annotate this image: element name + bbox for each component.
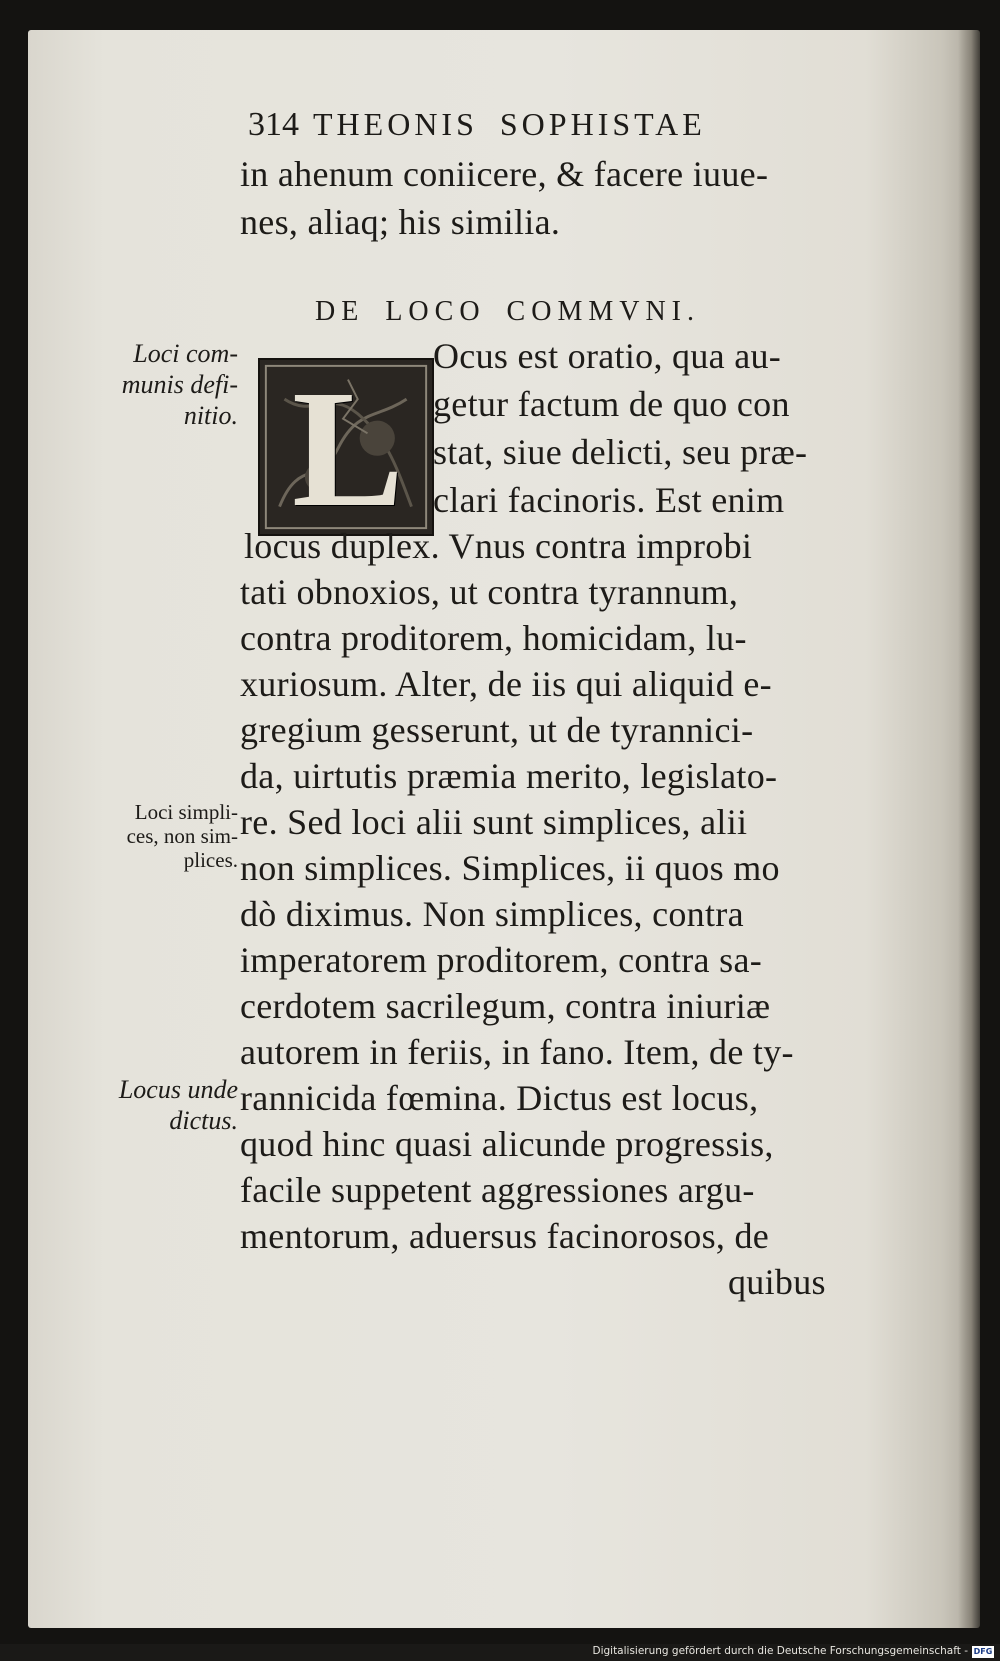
body-line: quod hinc quasi alicunde progressis, [240, 1124, 774, 1164]
margin-note-line: nitio. [183, 401, 238, 430]
footer-credit: Digitalisierung gefördert durch die Deutsche Forschungsgemeinschaft - [592, 1645, 968, 1657]
margin-note-locus [119, 1074, 238, 1136]
margin-note-line: dictus. [169, 1106, 238, 1135]
margin-note-line: Loci simpli- [134, 800, 238, 824]
body-line: dò diximus. Non simplices, contra [240, 894, 744, 934]
body-line: stat, siue delicti, seu præ- [433, 432, 808, 472]
decorated-initial [258, 358, 434, 536]
initial-letter: L [291, 358, 405, 536]
body-line: getur factum de quo con [433, 384, 790, 424]
body-line: cerdotem sacrilegum, contra iniuriæ [240, 986, 771, 1026]
margin-note-simple [127, 800, 238, 872]
margin-note-line: ces, non sim- [126, 824, 238, 848]
body-line: imperatorem proditorem, contra sa- [240, 940, 763, 980]
body-line-top-2: nes, aliaq; his similia. [240, 202, 561, 242]
dfg-logo: DFG [973, 1647, 993, 1656]
margin-note-line: plices. [183, 848, 238, 872]
body-line: rannicida fœmina. Dictus est locus, [240, 1078, 759, 1118]
body-line: locus duplex. Vnus contra improbi [244, 526, 753, 566]
body-line: Ocus est oratio, qua au- [433, 336, 782, 376]
body-line: facile suppetent aggressiones argu- [240, 1170, 755, 1210]
body-line: da, uirtutis præmia merito, legislato- [240, 756, 778, 796]
section-heading: DE LOCO COMMVNI. [315, 296, 700, 327]
margin-note-line: Loci com- [133, 339, 238, 368]
running-head [248, 108, 706, 142]
body-line: tati obnoxios, ut contra tyrannum, [240, 572, 739, 612]
body-line: non simplices. Simplices, ii quos mo [240, 848, 780, 888]
body-line: gregium gesserunt, ut de tyrannici- [240, 710, 754, 750]
body-line: clari facinoris. Est enim [433, 480, 785, 520]
page-number: 314 [248, 106, 299, 143]
body-line: xuriosum. Alter, de iis qui aliquid e- [240, 664, 772, 704]
body-line-top-1: in ahenum coniicere, & facere iuue- [240, 154, 769, 194]
body-line: autorem in feriis, in fano. Item, de ty- [240, 1032, 794, 1072]
margin-note-definition [122, 338, 238, 431]
margin-note-line: Locus unde [118, 1075, 238, 1104]
body-line: mentorum, aduersus facinorosos, de [240, 1216, 770, 1256]
body-line: re. Sed loci alii sunt simplices, alii [240, 802, 748, 842]
body-line: contra proditorem, homicidam, lu- [240, 618, 747, 658]
margin-note-line: munis defi- [121, 370, 238, 399]
page-edge-shadow [958, 30, 980, 1628]
running-title: THEONIS SOPHISTAE [313, 106, 706, 142]
catchword: quibus [728, 1262, 826, 1302]
